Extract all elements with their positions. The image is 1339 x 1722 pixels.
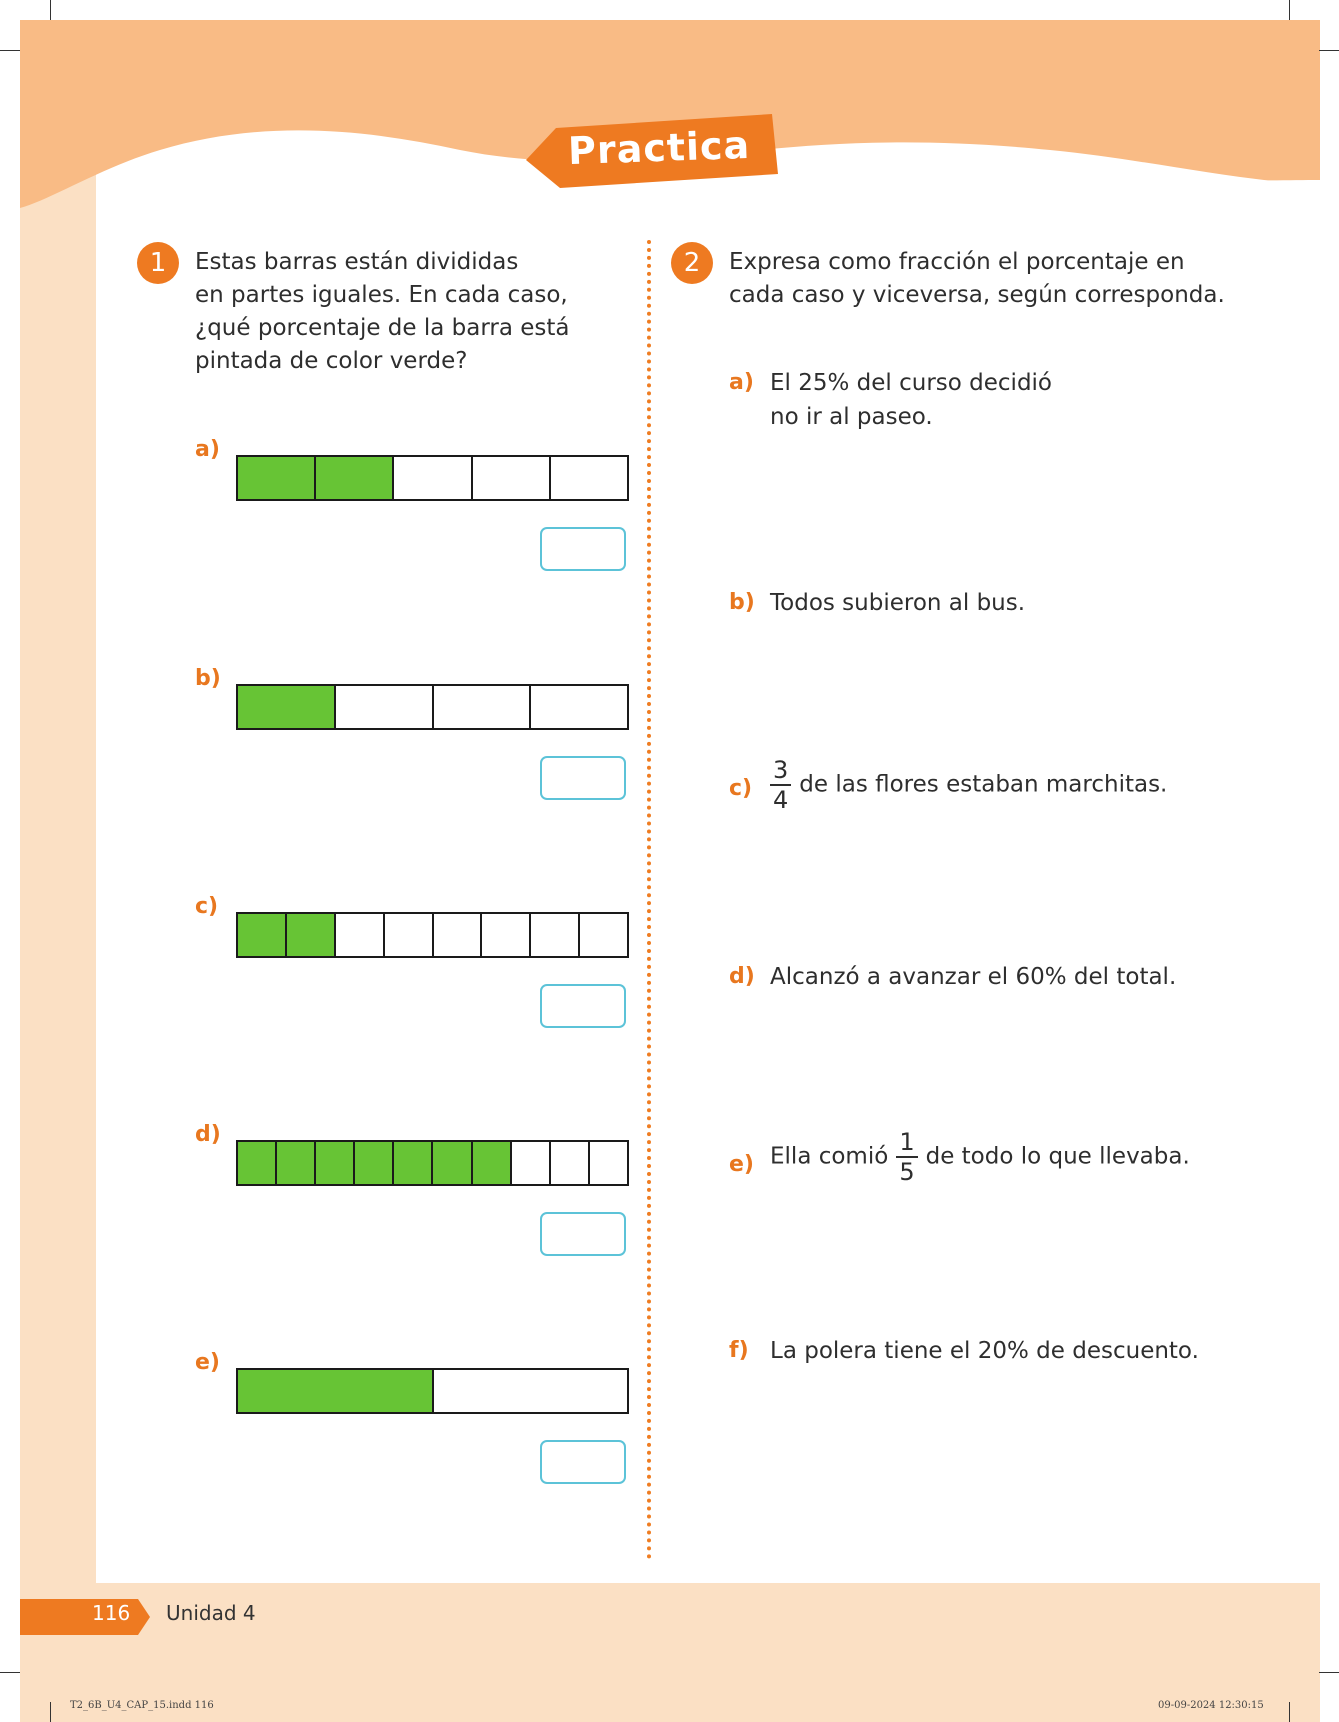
bar-segment-empty bbox=[531, 914, 580, 956]
fraction-bar bbox=[236, 912, 629, 958]
exercise-2-instructions: Expresa como fracción el porcentaje en cada caso y viceversa, según corresponda. bbox=[729, 249, 1225, 308]
bar-label: b) bbox=[195, 666, 221, 691]
crop-mark bbox=[50, 0, 51, 20]
item-label: d) bbox=[729, 964, 755, 989]
fraction: $\frac{3}{4}$ bbox=[770, 756, 791, 814]
bar-segment-filled bbox=[473, 1142, 512, 1184]
bar-segment-filled bbox=[394, 1142, 433, 1184]
item-b-text: Todos subieron al bus. bbox=[770, 590, 1026, 616]
bar-segment-empty bbox=[394, 457, 472, 499]
bar-segment-filled bbox=[433, 1142, 472, 1184]
bar-segment-empty bbox=[473, 457, 551, 499]
item-label: b) bbox=[729, 590, 755, 615]
print-slug-file: T2_6B_U4_CAP_15.indd 116 bbox=[70, 1700, 214, 1711]
item-c-text: $\frac{3}{4}$ de las flores estaban marchitas. bbox=[762, 756, 1167, 814]
fraction-bar bbox=[236, 684, 629, 730]
bar-segment-empty bbox=[482, 914, 531, 956]
bar-segment-empty bbox=[531, 686, 627, 728]
bar-label: e) bbox=[195, 1350, 220, 1375]
answer-box[interactable] bbox=[540, 1440, 626, 1484]
item-d-text: Alcanzó a avanzar el 60% del total. bbox=[770, 964, 1177, 990]
crop-mark bbox=[1319, 50, 1339, 51]
bar-label: a) bbox=[195, 437, 220, 462]
fraction-bar bbox=[236, 1140, 629, 1186]
column-divider bbox=[647, 240, 651, 1560]
crop-mark bbox=[50, 1702, 51, 1722]
bar-label: c) bbox=[195, 894, 219, 919]
bar-segment-empty bbox=[336, 686, 434, 728]
bar-segment-empty bbox=[551, 457, 627, 499]
bar-label: d) bbox=[195, 1122, 221, 1147]
bar-segment-filled bbox=[238, 914, 287, 956]
bar-segment-filled bbox=[277, 1142, 316, 1184]
bar-segment-filled bbox=[316, 1142, 355, 1184]
crop-mark bbox=[0, 1672, 20, 1673]
bar-segment-empty bbox=[336, 914, 385, 956]
bar-segment-empty bbox=[590, 1142, 627, 1184]
bar-segment-filled bbox=[355, 1142, 394, 1184]
fraction-bar bbox=[236, 455, 629, 501]
exercise-1-badge: 1 bbox=[137, 242, 179, 284]
bar-segment-empty bbox=[580, 914, 627, 956]
page-number: 116 bbox=[92, 1601, 131, 1625]
bar-segment-empty bbox=[434, 1370, 628, 1412]
item-label: f) bbox=[729, 1338, 749, 1363]
item-label: a) bbox=[729, 370, 754, 395]
answer-box[interactable] bbox=[540, 756, 626, 800]
item-f-text: La polera tiene el 20% de descuento. bbox=[770, 1338, 1199, 1364]
crop-mark bbox=[1289, 1702, 1290, 1722]
item-e-text: Ella comió $\frac{1}{5}$ de todo lo que llevaba. bbox=[770, 1128, 1190, 1186]
answer-box[interactable] bbox=[540, 1212, 626, 1256]
fraction: $\frac{1}{5}$ bbox=[896, 1128, 917, 1186]
bar-segment-filled bbox=[238, 686, 336, 728]
bar-segment-empty bbox=[434, 914, 483, 956]
item-a-text: El 25% del curso decidió no ir al paseo. bbox=[770, 370, 1053, 430]
item-label: e) bbox=[729, 1152, 754, 1177]
bar-segment-filled bbox=[316, 457, 394, 499]
bar-segment-empty bbox=[385, 914, 434, 956]
crop-mark bbox=[0, 50, 20, 51]
answer-box[interactable] bbox=[540, 984, 626, 1028]
bar-segment-filled bbox=[287, 914, 336, 956]
bar-segment-filled bbox=[238, 457, 316, 499]
print-slug-date: 09-09-2024 12:30:15 bbox=[1158, 1700, 1264, 1711]
bar-segment-filled bbox=[238, 1142, 277, 1184]
bar-segment-empty bbox=[551, 1142, 590, 1184]
exercise-2-badge: 2 bbox=[671, 242, 713, 284]
crop-mark bbox=[1319, 1672, 1339, 1673]
item-label: c) bbox=[729, 776, 753, 801]
bar-segment-empty bbox=[434, 686, 532, 728]
crop-mark bbox=[1289, 0, 1290, 20]
unit-label: Unidad 4 bbox=[166, 1601, 256, 1625]
bar-segment-empty bbox=[512, 1142, 551, 1184]
section-title: Practica bbox=[567, 122, 751, 174]
answer-box[interactable] bbox=[540, 527, 626, 571]
bar-segment-filled bbox=[238, 1370, 434, 1412]
fraction-bar bbox=[236, 1368, 629, 1414]
page-number-tab bbox=[20, 1599, 150, 1635]
exercise-1-instructions: Estas barras están divididas en partes iguales. En cada caso, ¿qué porcentaje de la barra está pintada de color verde? bbox=[195, 249, 570, 374]
